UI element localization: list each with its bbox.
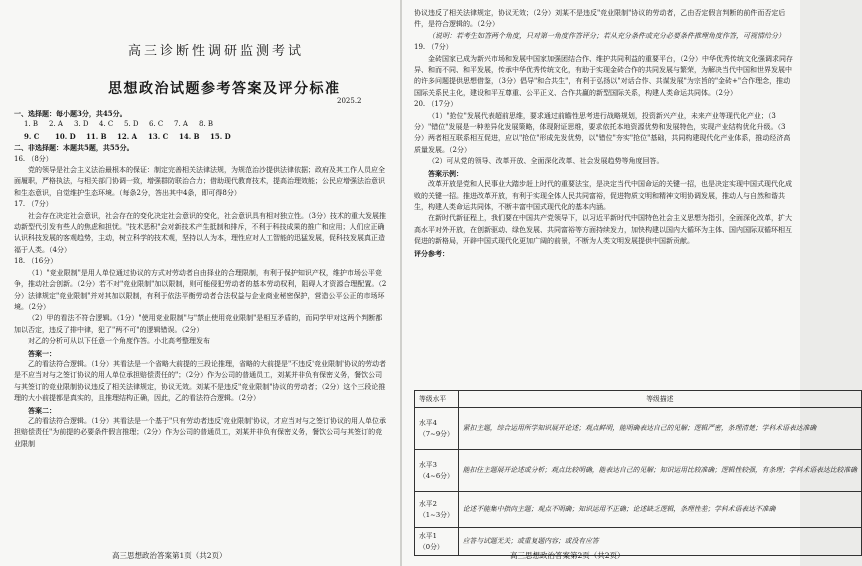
choice-answer: 11. B: [86, 131, 107, 141]
rubric-level-name: 水平4: [419, 419, 437, 427]
question-16-heading: 16. （8分）: [14, 154, 53, 163]
sample-answer-paragraph-1: 改革开放是党和人民事业大踏步赶上时代的重要法宝，是决定当代中国命运的关键一招，也是决定实现中国式现代化成败的关键一招。推进改革开放，有利于实现全体人民共同富裕，促进物质文明和精神文明协调发展，推动人与自然和谐共生，构建人类命运共同体，不断丰富中国式现代化的基本内涵。: [414, 180, 792, 211]
answer-two-heading: 答案二：: [28, 405, 56, 415]
rubric-description: 论述不能集中指向主题；观点不明确；知识运用不正确；论述缺乏逻辑，条理性差；学科术语表达不准确: [458, 492, 861, 528]
rubric-description: 应答与试题无关；或重复题内容；或没有应答: [458, 528, 861, 556]
rubric-level-range: （1~3分）: [419, 510, 454, 519]
question-18-part-1: （1）"竞业限制"是用人单位通过协议的方式对劳动者自由择业的合理限制，有利于保护知识产权，维护市场公平竞争，推动社会创新。（2分）若不对"竞业限制"加以限制，则可能侵犯劳动者的基本劳动权利，阻碍人才资源合理配置。（2分）法律规定"竞业限制"并对其加以限制，有利于依法平衡劳动者合法权益与企业商业秘密保护，营造公平公正的市场环境。（2分）: [14, 268, 387, 311]
choice-answer: 5. D: [124, 120, 139, 129]
rubric-heading: 评分参考：: [414, 248, 449, 258]
question-17-heading: 17. （7分）: [14, 200, 53, 209]
answer-two-body: 乙的看法符合逻辑。（1分）其看法是一个基于"只有劳动者违反'竞业限制'协议，才应当对与之签订协议的用人单位承担赔偿责任"为前提的必要条件假言推理；（2分）作为公司的普通员工，刘某并非负有保密义务，餐饮公司与其签订的竞业限制: [14, 416, 387, 448]
section-heading-nonchoice: 二、非选择题：本题共5题，共55分。: [14, 143, 134, 153]
scoring-note: （说明：若考生如答两个角度，只对第一角度作答评分；若从充分条件或充分必要条件推理角度作答，可视情给分）: [428, 31, 785, 40]
rubric-level-range: （7~9分）: [419, 429, 454, 438]
choice-answer: 13. C: [148, 131, 169, 141]
rubric-level: [415, 408, 459, 450]
question-16-answer: 党的领导是社会主义法治最根本的保证：制定完善相关法律法规，为规范治沙提供法律依据；政府及其工作人员应全面履职，严格执法，与相关部门协调一致，增强群防联治合力；借助现代教育技术，提高治理效能；公民应增强法治意识和生态意识，自觉维护生态环境。（每条2分，答出其中4条，即可得8分）: [14, 166, 385, 197]
rubric-level-name: 水平2: [419, 500, 437, 508]
rubric-row: [415, 528, 862, 556]
answer-page-1: [0, 0, 400, 566]
rubric-level-range: （4~6分）: [419, 471, 454, 480]
rubric-header-row: [415, 391, 862, 408]
choice-answer: 6. C: [149, 120, 164, 129]
rubric-table: [414, 390, 862, 556]
document-date: 2025.2: [337, 97, 362, 105]
rubric-level-name: 水平1: [419, 532, 437, 540]
sample-answer-heading: 答案示例：: [428, 168, 463, 178]
choice-answer: 8. B: [199, 120, 214, 129]
choice-answer: 4. C: [99, 120, 114, 129]
rubric-description: 紧扣主题，综合运用所学知识展开论述；观点鲜明，能明确表达自己的见解；逻辑严密，条理清楚；学科术语表达准确: [458, 408, 861, 450]
page2-footer: 高三思想政治答案第2页（共2页）: [510, 551, 625, 560]
choice-answer: 10. D: [55, 131, 76, 141]
question-20-part-2: （2）可从党的领导、改革开放、全面深化改革、社会发展趋势等角度回答。: [428, 157, 664, 166]
rubric-level-range: （0分）: [419, 542, 444, 551]
rubric-col-level: 等级水平: [415, 391, 459, 408]
page2-body: [414, 8, 794, 259]
question-18-heading: 18. （16分）: [14, 257, 58, 266]
question-17-answer: 社会存在决定社会意识，社会存在的变化决定社会意识的变化，社会意识具有相对独立性。（3分）技术的重大发展推动新型代引发有些人的焦虑和担忧。"技术恶积"会对新技术产生抵制和排斥，不利于科技成果的推广和应用；人们应正确认识科技发展的客观趋势，主动，树立科学的技术观，坚持以人为本，理性应对人工智能的迅猛发展，促科技发展真正造福于人类。（4分）: [14, 211, 386, 254]
question-18-note: 对乙的分析可从以下任意一个角度作答。小北高考整理发布: [28, 337, 210, 346]
page1-body: [14, 108, 389, 450]
document-title: 思想政治试题参考答案及评分标准: [108, 81, 341, 97]
rubric-col-description: 等级描述: [458, 391, 861, 408]
section-heading-choice: 一、选择题：每小题3分，共45分。: [14, 109, 127, 118]
choice-answer: 15. D: [210, 131, 231, 141]
answer-page-2: [402, 0, 857, 566]
answer-one-body: 乙的看法符合逻辑。（1分）其看法是一个省略大前提的三段论推理，省略的大前提是"不违反'竞业限制'协议的劳动者是不应当对与之签订协议的用人单位承担赔偿责任的"；（2分）作为公司的普通员工，刘某并非负有保密义务，餐饮公司与其签订的竞业限制协议违反了相关法律规定，协议无效。刘某不是违反"竞业限制"协议的劳动者；（2分）这个三段论推理的大小前提都是真实的，且推理结构正确，因此，乙的看法符合逻辑。（2分）: [14, 359, 387, 403]
rubric-level-name: 水平3: [419, 461, 437, 469]
exam-title: 高三诊断性调研监测考试: [128, 44, 305, 59]
page1-footer: 高三思想政治答案第1页（共2页）: [112, 551, 227, 560]
sample-answer-paragraph-2: 在新时代新征程上，我们要在中国共产党领导下，以习近平新时代中国特色社会主义思想为指引，全面深化改革，扩大高水平对外开放，在创新驱动、绿色发展、共同富裕等方面持续发力，加快构建以国内大循环为主体、国内国际双循环相互促进的新格局，开辟中国式现代化更加广阔的前景，不断为人类文明发展提供中国新贡献。: [414, 214, 792, 246]
choice-answer: 1. B: [24, 120, 39, 129]
question-19-answer: 金砖国家已成为新兴市场和发展中国家加强团结合作、维护共同利益的重要平台，（2分）中华优秀传统文化强调求同存异、和而不同、和平发展，传承中华优秀传统文化，有助于实现金砖合作的共同发展与繁荣，为解决当代中国和世界发展中的许多问题提供思想借鉴，（3分）倡导"和合共生"，有利于弘扬以"对话合作、共谋发展"为宗旨的"金砖+"合作理念，推动国际关系民主化，建设和平互尊重、公平正义、合作共赢的新型国际关系，构建人类命运共同体。（2分）: [414, 54, 793, 97]
rubric-level: [415, 492, 459, 528]
choice-answer: 2. A: [49, 120, 63, 129]
choice-answers-row-1: [14, 119, 389, 130]
rubric-level: [415, 450, 459, 492]
choice-answer: 3. D: [74, 120, 89, 129]
question-18-continued: 协议违反了相关法律规定，协议无效；（2分）刘某不是违反"竞业限制"协议的劳动者，乙由否定假言判断的前件而否定后件，是符合逻辑的。（2分）: [414, 9, 786, 29]
rubric-row: [415, 408, 862, 450]
answer-one-heading: 答案一：: [28, 348, 56, 358]
choice-answers-row-2: [14, 131, 389, 142]
choice-answer: 14. B: [179, 131, 200, 141]
rubric-description: 能扣住主题展开论述或分析；观点比较明确，能表达自己的见解；知识运用比较准确；逻辑性较强，有条理；学科术语表达比较准确: [458, 450, 861, 492]
question-18-part-2: （2）甲的看法不符合逻辑。（1分）"使用竞业限制"与"禁止使用竞业限制"是相互矛盾的，而同学甲对这两个判断都加以否定，违反了排中律，犯了"两不可"的逻辑错误。（2分）: [14, 314, 383, 334]
choice-answer: 9. C: [24, 131, 40, 141]
question-20-heading: 20. （17分）: [414, 100, 458, 109]
rubric-row: [415, 492, 862, 528]
question-19-heading: 19. （7分）: [414, 43, 453, 52]
choice-answer: 7. A: [174, 120, 188, 129]
rubric-row: [415, 450, 862, 492]
choice-answer: 12. A: [117, 131, 138, 141]
question-20-part-1: （1）"抢位"发展代表超前思维，要求通过前瞻性思考进行战略规划，投资新兴产业，未来产业等现代化产业；（3分）"错位"发展是一种差异化发展策略，体现附证思维，要求依托本地资源优势和发展特色，实现产业结构优化升级。（3分）两者相互联系相互促进，应以"抢位"形成先发优势，以"错位"夯实"抢位"基础，共同构建现代化产业体系，推动经济高质量发展。（2分）: [414, 111, 791, 154]
rubric-level: [415, 528, 459, 556]
